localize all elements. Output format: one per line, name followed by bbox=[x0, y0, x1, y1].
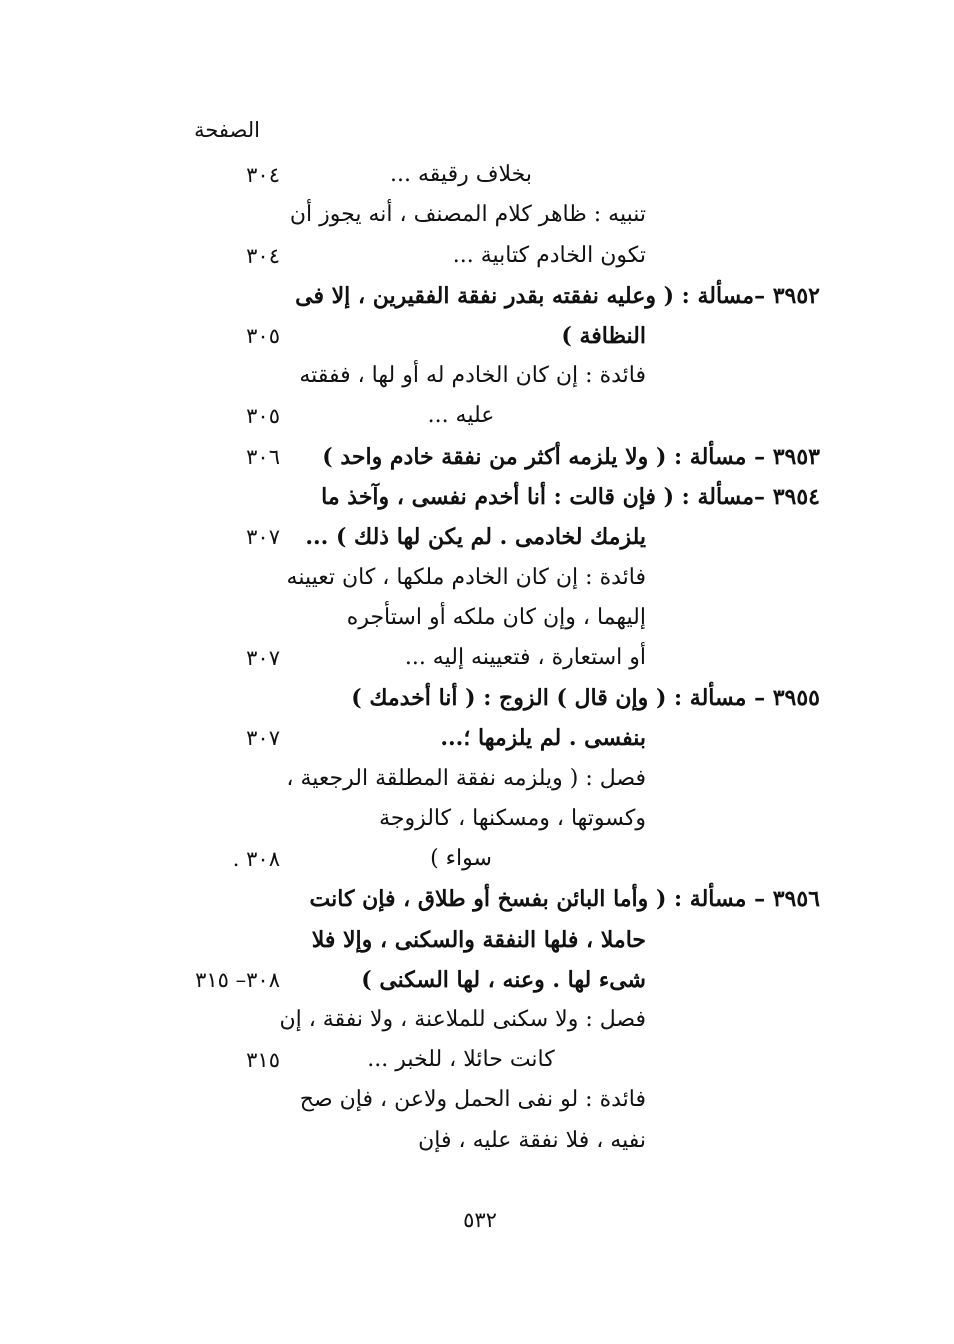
entry-text: وكسوتها ، ومسكنها ، كالزوجة bbox=[379, 806, 646, 831]
entry-page: ٣٠٤ bbox=[246, 244, 280, 268]
entry-text: ٣٩٥٦ – مسألة : ( وأما البائن بفسخ أو طلاق ، فإن كانت bbox=[309, 886, 820, 912]
index-entry bbox=[0, 678, 954, 718]
page-number: ٥٣٢ bbox=[463, 1208, 497, 1232]
entry-text: بخلاف رقيقه ... bbox=[390, 162, 532, 187]
entry-page: ٣٠٥ bbox=[246, 404, 280, 428]
entry-text: فائدة : لو نفى الحمل ولاعن ، فإن صح bbox=[299, 1087, 646, 1112]
index-entry bbox=[0, 517, 954, 557]
entry-text: يلزمك لخادمى . لم يكن لها ذلك ) ... bbox=[305, 524, 646, 550]
entry-text: نفيه ، فلا نفقة عليه ، فإن bbox=[418, 1128, 646, 1153]
index-entry bbox=[0, 1000, 954, 1040]
entry-page: ٣٠٥ bbox=[246, 324, 280, 348]
page-column-header: الصفحة bbox=[194, 118, 260, 142]
index-entry bbox=[0, 477, 954, 517]
index-entry bbox=[0, 437, 954, 477]
index-entry bbox=[0, 195, 954, 235]
entry-page: ٣٠٦ bbox=[246, 445, 280, 469]
index-entry bbox=[0, 718, 954, 758]
index-entry bbox=[0, 155, 954, 195]
entry-text: بنفسى . لم يلزمها ؛... bbox=[440, 725, 646, 751]
index-entry bbox=[0, 879, 954, 919]
entry-text: تنبيه : ظاهر كلام المصنف ، أنه يجوز أن bbox=[289, 202, 646, 227]
entry-text: عليه ... bbox=[427, 403, 495, 428]
index-entry bbox=[0, 356, 954, 396]
entry-text: أو استعارة ، فتعيينه إليه ... bbox=[404, 645, 646, 670]
entry-page: ٣٠٤ bbox=[246, 163, 280, 187]
entry-page: ٣٠٨– ٣١٥ bbox=[195, 968, 280, 992]
entry-page: ٣٠٧ bbox=[246, 646, 280, 670]
index-entry bbox=[0, 759, 954, 799]
index-entry bbox=[0, 638, 954, 678]
entry-text: تكون الخادم كتابية ... bbox=[452, 243, 646, 268]
entry-text: ٣٩٥٥ – مسألة : ( وإن قال ) الزوج : ( أنا أخدمك ) bbox=[351, 685, 820, 711]
entry-page: ٣٠٧ bbox=[246, 525, 280, 549]
entry-page: ٣١٥ bbox=[246, 1048, 280, 1072]
entry-page: ٣٠٧ bbox=[246, 726, 280, 750]
entry-text: فصل : ( ويلزمه نفقة المطلقة الرجعية ، bbox=[286, 766, 646, 791]
entry-text: النظافة ) bbox=[561, 323, 646, 349]
entry-text: شىء لها . وعنه ، لها السكنى ) bbox=[361, 967, 646, 993]
index-entry bbox=[0, 920, 954, 960]
index-entry bbox=[0, 276, 954, 316]
entry-text: فائدة : إن كان الخادم ملكها ، كان تعيينه bbox=[286, 565, 646, 590]
index-entry bbox=[0, 558, 954, 598]
index-entry bbox=[0, 960, 954, 1000]
entry-text: ٣٩٥٣ – مسألة : ( ولا يلزمه أكثر من نفقة خادم واحد ) bbox=[322, 444, 820, 470]
index-entry bbox=[0, 316, 954, 356]
entry-text: كانت حائلا ، للخبر ... bbox=[367, 1047, 555, 1072]
index-entry bbox=[0, 1080, 954, 1120]
index-entry bbox=[0, 1040, 954, 1080]
index-entry bbox=[0, 396, 954, 436]
entry-text: إليهما ، وإن كان ملكه أو استأجره bbox=[346, 605, 646, 630]
index-entry bbox=[0, 799, 954, 839]
entry-text: ٣٩٥٢ –مسألة : ( وعليه نفقته بقدر نفقة الفقيرين ، إلا فى bbox=[295, 283, 820, 309]
entry-page: ٣٠٨ . bbox=[232, 847, 280, 871]
entry-text: فصل : ولا سكنى للملاعنة ، ولا نفقة ، إن bbox=[279, 1007, 646, 1032]
index-entry bbox=[0, 598, 954, 638]
index-entry bbox=[0, 839, 954, 879]
entry-text: سواء ) bbox=[430, 846, 492, 871]
entry-text: ٣٩٥٤ –مسألة : ( فإن قالت : أنا أخدم نفسى ، وآخذ ما bbox=[321, 484, 820, 510]
index-entry bbox=[0, 236, 954, 276]
entry-text: فائدة : إن كان الخادم له أو لها ، ففقته bbox=[299, 363, 646, 388]
index-entry bbox=[0, 1121, 954, 1161]
entry-text: حاملا ، فلها النفقة والسكنى ، وإلا فلا bbox=[311, 927, 646, 953]
